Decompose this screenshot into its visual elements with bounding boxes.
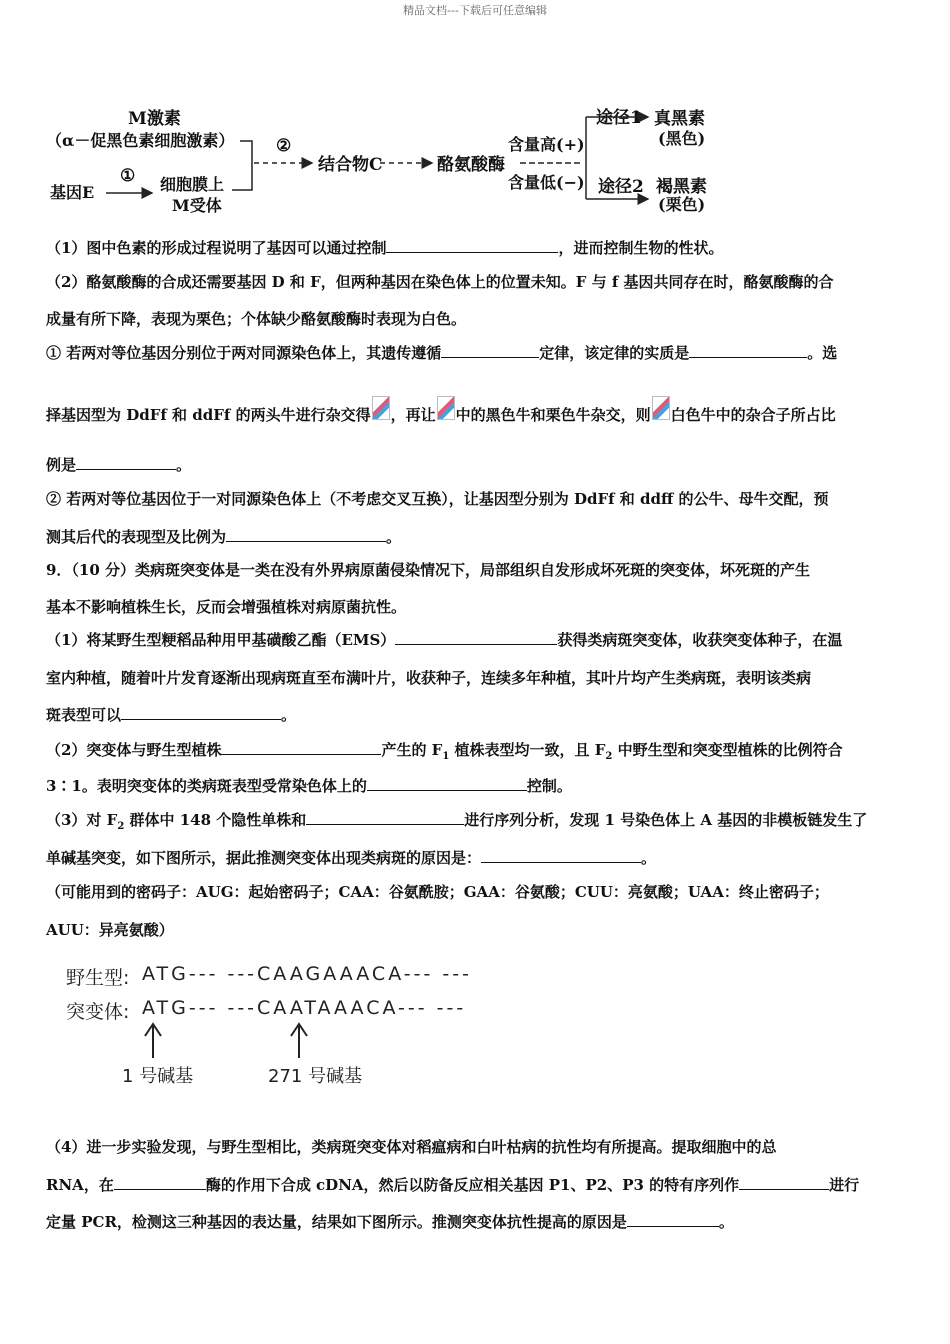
q9-intro-line-2: 基本不影响植株生长，反而会增强植株对病原菌抗性。 xyxy=(46,598,407,616)
q9-2-text-f: 控制。 xyxy=(526,777,572,795)
codon-note-line-2: AUU：异亮氨酸） xyxy=(46,921,174,939)
q9-3-sub: 2 xyxy=(117,821,125,832)
q9-4-primer-blank[interactable] xyxy=(739,1175,829,1190)
eumelanin-label: 真黑素 xyxy=(654,109,705,129)
membrane-label: 细胞膜上 xyxy=(160,175,225,194)
mutant-label: 突变体: xyxy=(66,1001,130,1023)
step2-label: ② xyxy=(276,136,292,156)
q2-sub1-text-i: 。 xyxy=(176,456,192,474)
path2-label: 途径2 xyxy=(598,177,644,197)
q2-sub1-line-1 xyxy=(46,343,906,363)
q1-text-b: ，进而控制生物的性状。 xyxy=(558,239,724,257)
mutant-sequence: ATG--- ---CAATAAACA--- --- xyxy=(142,997,467,1019)
base-arrows xyxy=(0,1020,950,1060)
page-header: 精品文档---下载后可任意编辑 xyxy=(403,4,547,17)
m-receptor-label: M受体 xyxy=(172,196,222,215)
q9-4-text-c: 进行 xyxy=(829,1176,860,1194)
q9-1-line-2: 室内种植，随着叶片发育逐渐出现病斑直至布满叶片，收获种子，连续多年种植，其叶片均产生类病斑，表明该类病 xyxy=(46,669,812,687)
q2-sub2-text-b: 。 xyxy=(386,528,402,546)
q2-sub1-text-c: 。选 xyxy=(807,344,838,362)
q9-2-text-a: （2）突变体与野生型植株 xyxy=(46,741,222,759)
wild-type-sequence: ATG--- ---CAAGAAACA--- --- xyxy=(142,963,472,985)
q2-phenotype-blank[interactable] xyxy=(226,527,386,542)
q9-4-text-b: 酶的作用下合成 cDNA，然后以防备反应相关基因 P1、P2、P3 的特有序列作 xyxy=(205,1176,740,1194)
q2-sub1-text-a: ① 若两对等位基因分别位于两对同源染色体上，其遗传遵循 xyxy=(46,344,442,362)
q2-sub2-line-1: ② 若两对等位基因位于一对同源染色体上（不考虑交叉互换），让基因型分别为 DdFf 和 ddff 的公牛、母牛交配，预 xyxy=(46,490,829,508)
base-1-label: 1 号碱基 xyxy=(122,1066,194,1087)
q9-2-sub-2: 2 xyxy=(605,751,613,762)
q1-text-a: （1）图中色素的形成过程说明了基因可以通过控制 xyxy=(46,239,387,257)
m-hormone-label: M激素 xyxy=(128,109,181,129)
q9-1-blank[interactable] xyxy=(395,630,557,645)
q9-4-enzyme-blank[interactable] xyxy=(114,1175,206,1190)
q2-sub1-text-b: 定律，该定律的实质是 xyxy=(539,344,690,362)
q9-4-text-e: 。 xyxy=(718,1213,734,1231)
broken-image-icon xyxy=(652,396,670,420)
q1-blank[interactable] xyxy=(386,238,558,253)
pathway-arrows xyxy=(0,95,950,225)
q2-essence-blank[interactable] xyxy=(689,343,807,358)
q9-1-text-b: 获得类病斑突变体，收获突变体种子，在温 xyxy=(557,631,843,649)
low-content-label: 含量低(−) xyxy=(508,173,585,192)
q9-2-gene-blank[interactable] xyxy=(367,776,527,791)
pheomelanin-label: 褐黑素 xyxy=(656,177,707,197)
q2-sub1-line-3 xyxy=(46,455,906,475)
q9-2-text-c: 植株表型均一致，且 F xyxy=(449,741,606,759)
compound-c-label: 结合物C xyxy=(318,155,383,175)
q9-2-sub-1: 1 xyxy=(442,751,450,762)
q9-3-text-e: 。 xyxy=(641,849,657,867)
q2-sub2-text-a: 测其后代的表现型及比例为 xyxy=(46,528,227,546)
broken-image-icon xyxy=(437,396,455,420)
q2-sub2-line-2 xyxy=(46,527,906,547)
q9-2-text-b: 产生的 F xyxy=(381,741,443,759)
q2-sub1-text-e: ，再让 xyxy=(390,406,436,424)
q9-2-line-2 xyxy=(46,776,906,796)
q9-3-text-c: 进行序列分析，发现 1 号染色体上 A 基因的非模板链发生了 xyxy=(464,811,868,829)
q2-line-2: 成量有所下降，表现为栗色；个体缺少酪氨酸酶时表现为白色。 xyxy=(46,310,467,328)
q2-sub1-line-2 xyxy=(46,404,906,428)
q2-sub1-text-h: 例是 xyxy=(46,456,77,474)
q9-2-blank[interactable] xyxy=(221,740,381,755)
q9-2-line-1 xyxy=(46,740,906,767)
q9-4-text-a: RNA，在 xyxy=(46,1176,114,1194)
q9-3-blank[interactable] xyxy=(306,810,464,825)
q9-4-line-2 xyxy=(46,1175,906,1195)
q9-4-line-3 xyxy=(46,1212,906,1232)
q9-4-line-1: （4）进一步实验发现，与野生型相比，类病斑突变体对稻瘟病和白叶枯病的抗性均有所提高。提取细胞中的总 xyxy=(46,1138,777,1156)
eumelanin-color-label: (黑色) xyxy=(658,129,706,148)
high-content-label: 含量高(+) xyxy=(508,135,585,154)
q9-3-line-1 xyxy=(46,810,906,837)
q9-1-heritable-blank[interactable] xyxy=(121,705,281,720)
q2-sub1-text-d: 择基因型为 DdFf 和 ddFf 的两头牛进行杂交得 xyxy=(46,406,371,424)
q9-1-text-a: （1）将某野生型粳稻品种用甲基磺酸乙酯（EMS） xyxy=(46,631,396,649)
q9-3-text-b: 群体中 148 个隐性单株和 xyxy=(124,811,307,829)
pheomelanin-color-label: (栗色) xyxy=(658,195,706,214)
q9-1-text-c: 斑表型可以 xyxy=(46,706,122,724)
q2-ratio-blank[interactable] xyxy=(76,455,176,470)
q9-3-text-d: 单碱基突变，如下图所示，据此推测突变体出现类病斑的原因是： xyxy=(46,849,482,867)
q9-2-text-e: 3∶1。表明突变体的类病斑表型受常染色体上的 xyxy=(46,777,367,795)
q2-law-blank[interactable] xyxy=(441,343,539,358)
q9-4-reason-blank[interactable] xyxy=(627,1212,719,1227)
codon-note-line-1: （可能用到的密码子：AUG：起始密码子；CAA：谷氨酰胺；GAA：谷氨酸；CUU：亮氨酸；UAA：终止密码子； xyxy=(46,883,829,901)
tyrosinase-label: 酪氨酸酶 xyxy=(437,155,505,175)
q2-sub1-text-g: 白色牛中的杂合子所占比 xyxy=(670,406,836,424)
path1-label: 途径1 xyxy=(596,108,642,128)
gene-e-label: 基因E xyxy=(50,183,95,202)
q9-intro-line-1: 9．（10 分）类病斑突变体是一类在没有外界病原菌侵染情况下，局部组织自发形成坏死斑的突变体，坏死斑的产生 xyxy=(46,561,811,579)
q9-3-text-a: （3）对 F xyxy=(46,811,118,829)
wild-type-label: 野生型: xyxy=(66,967,130,989)
broken-image-icon xyxy=(372,396,390,420)
q9-3-line-2 xyxy=(46,848,906,868)
q1-line xyxy=(46,238,906,258)
q9-1-line-3 xyxy=(46,705,906,725)
base-271-label: 271 号碱基 xyxy=(268,1066,363,1087)
q9-1-text-d: 。 xyxy=(281,706,297,724)
alpha-msh-label: （α－促黑色素细胞激素） xyxy=(46,131,235,150)
q9-2-text-d: 中野生型和突变型植株的比例符合 xyxy=(612,741,843,759)
q2-line-1: （2）酪氨酸酶的合成还需要基因 D 和 F，但两种基因在染色体上的位置未知。F 与 f 基因共同存在时，酪氨酸酶的合 xyxy=(46,273,834,291)
q2-sub1-text-f: 中的黑色牛和栗色牛杂交，则 xyxy=(455,406,651,424)
q9-3-reason-blank[interactable] xyxy=(481,848,641,863)
q9-4-text-d: 定量 PCR，检测这三种基因的表达量，结果如下图所示。推测突变体抗性提高的原因是 xyxy=(46,1213,627,1231)
step1-label: ① xyxy=(120,166,136,186)
q9-1-line-1 xyxy=(46,630,906,650)
